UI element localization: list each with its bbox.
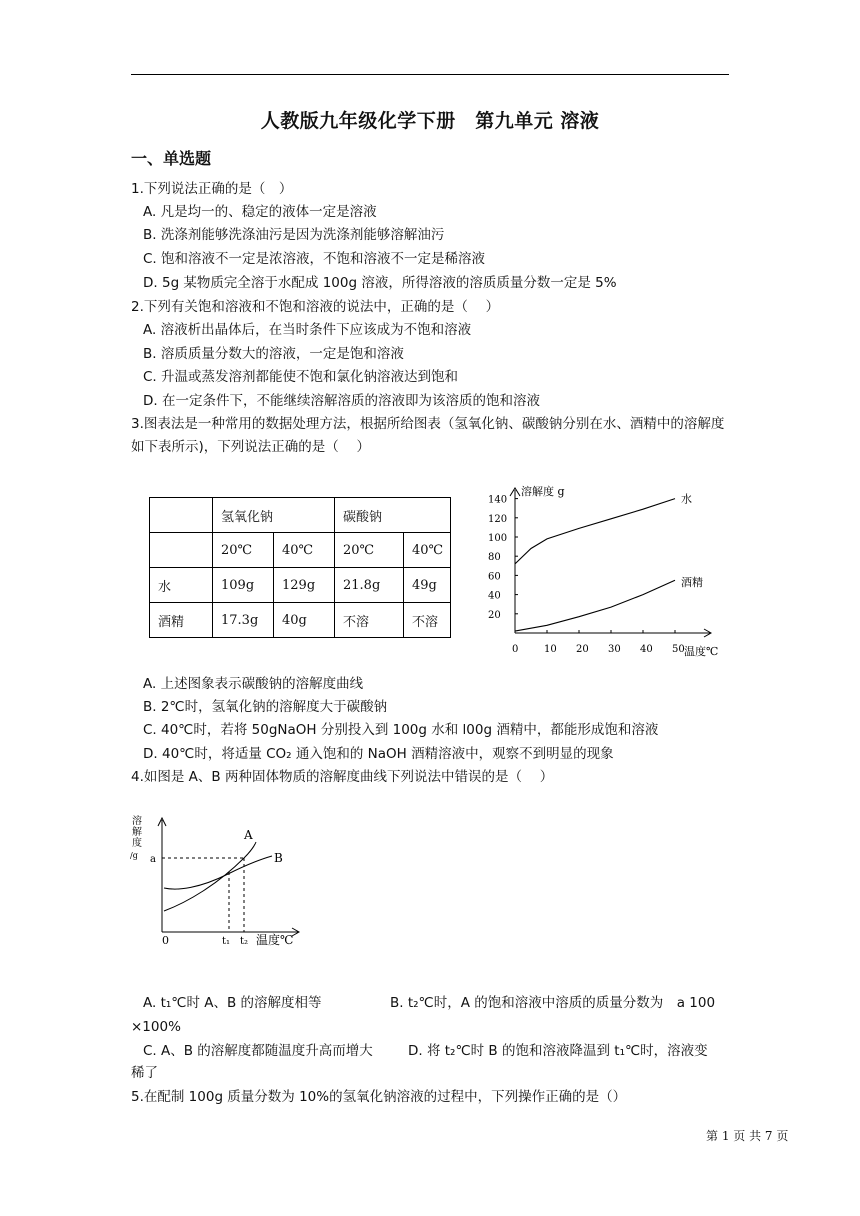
table-temp: 20℃ <box>213 533 274 568</box>
table-cell-empty <box>150 533 213 568</box>
table-row <box>150 603 451 638</box>
table-temp: 40℃ <box>274 533 335 568</box>
ab-solubility-chart <box>128 812 308 952</box>
question-4-option-d-cont: 稀了 <box>131 1065 158 1081</box>
question-2-option-c[interactable]: C. 升温或蒸发溶剂都能使不饱和氯化钠溶液达到饱和 <box>143 369 459 385</box>
table-temp: 20℃ <box>335 533 404 568</box>
question-1-option-d[interactable]: D. 5g 某物质完全溶于水配成 100g 溶液，所得溶液的溶质质量分数一定是 5% <box>143 275 617 291</box>
y-tick-label: 120 <box>488 513 508 525</box>
y-label-char: 度 <box>132 838 142 849</box>
table-cell: 49g <box>404 568 451 603</box>
question-2-stem: 2.下列有关饱和溶液和不饱和溶液的说法中，正确的是（ ） <box>131 299 500 315</box>
y-tick-label: 20 <box>488 609 501 621</box>
x-tick-label: 40 <box>640 644 653 655</box>
y-label-char: /g <box>130 851 138 860</box>
t1-label: t₁ <box>222 936 231 947</box>
question-3-option-c[interactable]: C. 40℃时，若将 50gNaOH 分别投入到 100g 水和 l00g 酒精中，都能形成饱和溶液 <box>143 722 659 738</box>
x-tick-label: 50 <box>672 644 685 655</box>
section-heading: 一、单选题 <box>131 149 212 168</box>
t2-label: t₂ <box>240 936 249 947</box>
y-label-char: 解 <box>132 827 142 838</box>
table-header-naoh: 氢氧化钠 <box>213 498 335 533</box>
header-rule <box>131 74 729 75</box>
question-4-stem: 4.如图是 A、B 两种固体物质的溶解度曲线下列说法中错误的是（ ） <box>131 769 554 785</box>
question-3-option-a[interactable]: A. 上述图象表示碳酸钠的溶解度曲线 <box>143 676 364 692</box>
question-2-option-d[interactable]: D. 在一定条件下，不能继续溶解溶质的溶液即为该溶质的饱和溶液 <box>143 393 540 409</box>
series-line-water <box>515 499 675 564</box>
x-axis-label: 温度℃ <box>256 933 294 947</box>
question-3-option-d[interactable]: D. 40℃时，将适量 CO₂ 通入饱和的 NaOH 酒精溶液中，观察不到明显的现象 <box>143 746 614 762</box>
question-4-option-d[interactable]: D. 将 t₂℃时 B 的饱和溶液降温到 t₁℃时，溶液变 <box>408 1043 708 1059</box>
solubility-chart <box>478 478 738 663</box>
table-cell: 129g <box>274 568 335 603</box>
question-5-stem: 5.在配制 100g 质量分数为 10%的氢氧化钠溶液的过程中，下列操作正确的是（） <box>131 1089 627 1105</box>
question-2-option-b[interactable]: B. 溶质质量分数大的溶液，一定是饱和溶液 <box>143 346 404 362</box>
series-line-alcohol <box>515 580 675 631</box>
x-tick-label: 30 <box>608 644 621 655</box>
question-4-option-a[interactable]: A. t₁℃时 A、B 的溶解度相等 <box>143 995 322 1011</box>
y-axis-label: 溶解度 g <box>521 485 565 498</box>
question-1-option-b[interactable]: B. 洗涤剂能够洗涤油污是因为洗涤剂能够溶解油污 <box>143 227 445 243</box>
page-footer: 第 1 页 共 7 页 <box>706 1129 789 1143</box>
question-4-option-b[interactable]: B. t₂℃时，A 的饱和溶液中溶质的质量分数为 a 100 <box>390 995 716 1011</box>
y-tick-label: 140 <box>488 494 508 506</box>
x-tick-label: 0 <box>512 644 519 655</box>
table-row <box>150 568 451 603</box>
y-tick-label: 80 <box>488 552 501 564</box>
table-cell: 21.8g <box>335 568 404 603</box>
origin-label: 0 <box>162 934 169 947</box>
a-value-label: a <box>150 854 156 865</box>
question-2-option-a[interactable]: A. 溶液析出晶体后，在当时条件下应该成为不饱和溶液 <box>143 322 472 338</box>
question-1-option-a[interactable]: A. 凡是均一的、稳定的液体一定是溶液 <box>143 204 377 220</box>
table-cell: 不溶 <box>335 603 404 638</box>
series-b-label: B <box>274 851 283 865</box>
solubility-table <box>149 497 451 638</box>
question-1-option-c[interactable]: C. 饱和溶液不一定是浓溶液，不饱和溶液不一定是稀溶液 <box>143 251 486 267</box>
x-tick-label: 10 <box>544 644 557 655</box>
page-title: 人教版九年级化学下册 第九单元 溶液 <box>260 110 600 132</box>
x-tick-label: 20 <box>576 644 589 655</box>
chart2-y-label <box>130 814 142 860</box>
table-temp: 40℃ <box>404 533 451 568</box>
question-1-stem: 1.下列说法正确的是（ ） <box>131 181 293 197</box>
y-tick-label: 40 <box>488 590 501 602</box>
curve-a <box>164 842 256 911</box>
table-cell: 109g <box>213 568 274 603</box>
question-4-option-b-cont: ×100% <box>131 1019 181 1035</box>
y-tick-label: 60 <box>488 571 501 583</box>
table-corner <box>150 498 213 533</box>
table-cell: 40g <box>274 603 335 638</box>
table-cell: 17.3g <box>213 603 274 638</box>
series-label: 酒精 <box>681 576 703 590</box>
series-a-label: A <box>244 828 253 842</box>
curve-b <box>164 856 272 889</box>
x-axis-label: 温度℃ <box>684 645 719 658</box>
y-label-char: 溶 <box>132 816 142 827</box>
question-4-option-c[interactable]: C. A、B 的溶解度都随温度升高而增大 <box>143 1043 373 1059</box>
question-3-option-b[interactable]: B. 2℃时，氢氧化钠的溶解度大于碳酸钠 <box>143 699 388 715</box>
y-tick-label: 100 <box>488 533 508 544</box>
question-3-stem: 3.图表法是一种常用的数据处理方法，根据所给图表（氢氧化钠、碳酸钠分别在水、酒精中的溶解度如下表所示)，下列说法正确的是（ ） <box>131 416 725 455</box>
table-row-label: 酒精 <box>150 603 213 638</box>
table-row-label: 水 <box>150 568 213 603</box>
table-header-na2co3: 碳酸钠 <box>335 498 451 533</box>
table-cell: 不溶 <box>404 603 451 638</box>
series-label: 水 <box>681 492 692 506</box>
